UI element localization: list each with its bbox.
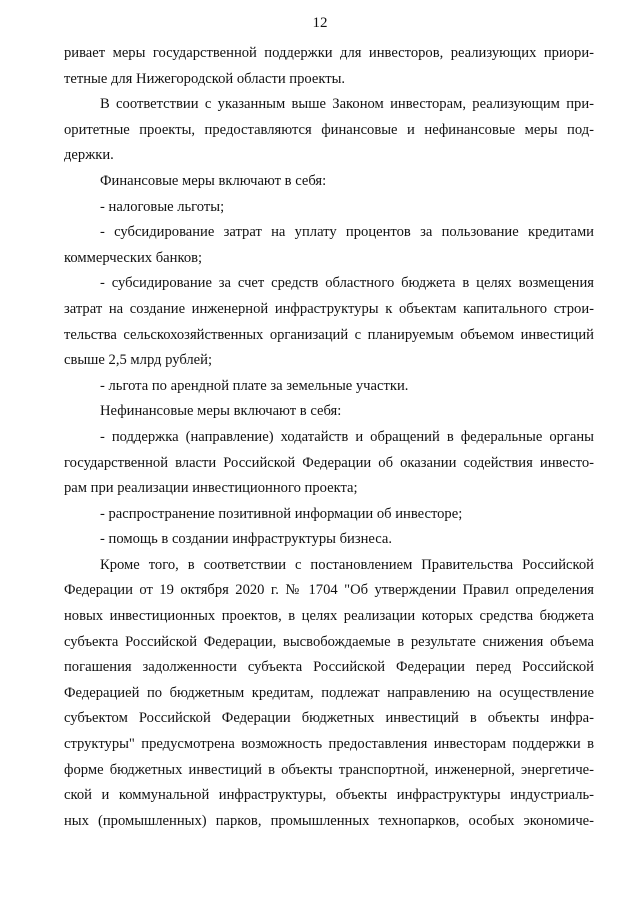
text-line: - льгота по арендной плате за земельные участки. [100,377,409,394]
text-line: - субсидирование затрат на уплату процентов за пользование кредитами [100,224,594,241]
text-line: свыше 2,5 млрд рублей; [64,352,213,369]
text-line: - поддержка (направление) ходатайств и обращений в федеральные органы [100,428,594,445]
text-line: В соответствии с указанным выше Законом инвесторам, реализующим при- [100,96,594,113]
text-line: держки. [64,147,114,164]
text-line: государственной власти Российской Федерации об оказании содействия инвесто- [64,454,594,471]
text-line: ных (промышленных) парков, промышленных технопарков, особых экономиче- [64,812,594,829]
text-line: погашения задолженности субъекта Российской Федерации перед Российской [64,659,594,676]
text-line: тельства сельскохозяйственных организаций с планируемым объемом инвестиций [64,326,594,343]
text-line: ской и коммунальной инфраструктуры, объекты инфраструктуры индустриаль- [64,787,594,804]
text-line: Нефинансовые меры включают в себя: [100,403,342,420]
text-line: коммерческих банков; [64,249,203,266]
text-line: Федерации от 19 октября 2020 г. № 1704 "Об утверждении Правил определения [64,582,594,599]
text-line: рам при реализации инвестиционного проекта; [64,480,358,497]
text-line: - распространение позитивной информации об инвесторе; [100,505,463,522]
text-line: - субсидирование за счет средств областного бюджета в целях возмещения [100,275,594,292]
text-line: ривает меры государственной поддержки для инвесторов, реализующих приори- [64,45,594,61]
text-line: субъекта Российской Федерации, высвобождаемые в результате снижения объема [64,633,594,650]
page-number: 12 [312,15,328,31]
text-line: новых инвестиционных проектов, в целях реализации которых средства бюджета [64,608,594,625]
text-line: структуры" предусмотрена возможность предоставления инвесторам поддержки в [64,736,594,753]
document-body [64,41,594,834]
text-line: Федерацией по бюджетным кредитам, подлежат направлению на осуществление [64,684,594,701]
text-line: форме бюджетных инвестиций в объекты транспортной, инженерной, энергетиче- [64,761,594,778]
text-line: - помощь в создании инфраструктуры бизнеса. [100,531,393,548]
text-line: - налоговые льготы; [100,198,225,215]
text-line: тетные для Нижегородской области проекты. [64,70,346,87]
text-line: затрат на создание инженерной инфраструктуры к объектам капитального строи- [64,300,594,317]
text-line: субъектом Российской Федерации бюджетных инвестиций в объекты инфра- [64,710,594,727]
text-line: Кроме того, в соответствии с постановлением Правительства Российской [100,556,594,573]
text-line: Финансовые меры включают в себя: [100,172,327,189]
text-line: оритетные проекты, предоставляются финансовые и нефинансовые меры под- [64,121,594,138]
